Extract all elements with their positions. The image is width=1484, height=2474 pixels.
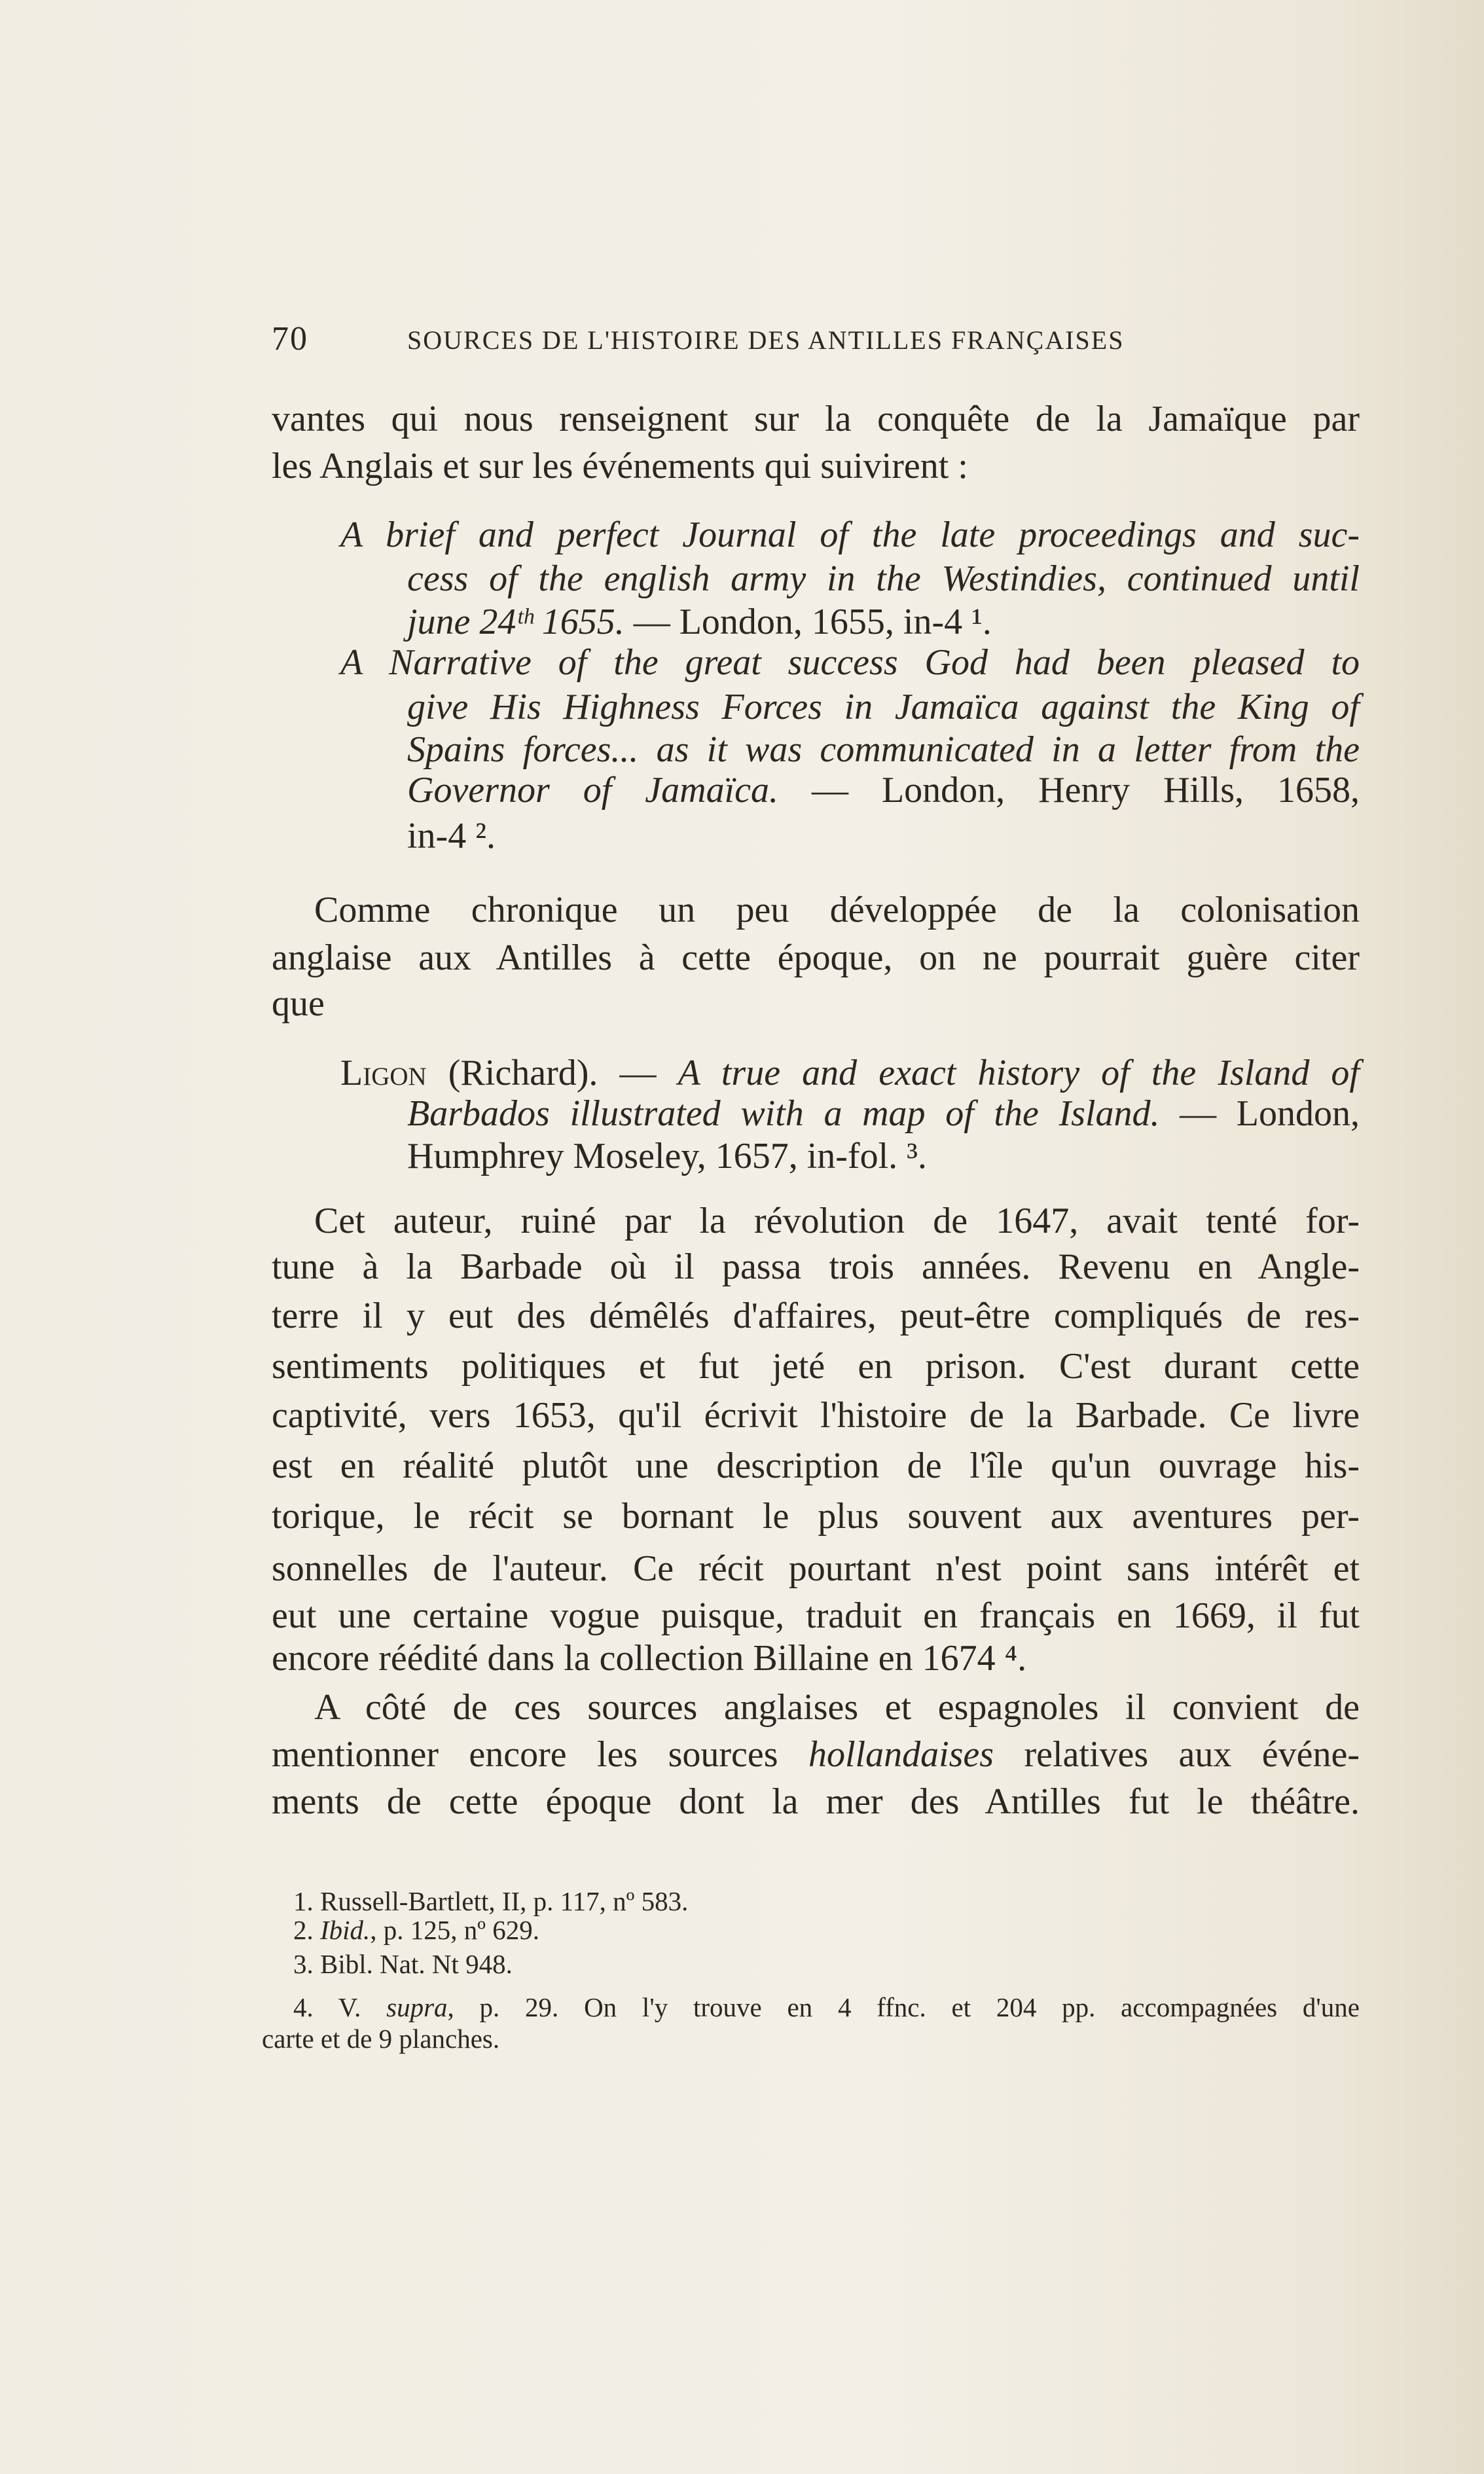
text-segment: — London, [1159,1093,1360,1134]
italic-text: Barbados illustrated with a map of the Island. [407,1093,1160,1134]
text-line [272,1542,1360,1595]
text-line [314,884,1360,936]
text-segment: anglaise aux Antilles à cette époque, on ne pourrait guère citer [272,937,1360,978]
text-segment: — London, 1655, in-4 ¹. [624,602,992,642]
text-segment: — London, Henry Hills, 1658, [778,770,1360,810]
text-line [272,977,1360,1030]
italic-text: cess of the english army in the Westindies, continued until [407,558,1360,599]
text-segment: in-4 ². [407,816,496,856]
text-segment: sentiments politiques et fut jeté en prison. C'est durant cette [272,1346,1360,1387]
text-line [272,1728,1360,1781]
footnote-line [262,2022,499,2056]
text-segment: les Anglais et sur les événements qui suivirent : [272,446,968,486]
italic-text: june 24ᵗʰ 1655. [407,602,624,642]
italic-text: hollandaises [808,1734,994,1775]
running-title: SOURCES DE L'HISTOIRE DES ANTILLES FRANÇAISES [407,325,1125,355]
text-segment: encore réédité dans la collection Billaine en 1674 ⁴. [272,1638,1027,1679]
footnote-line [293,1913,539,1947]
text-line [314,1195,1360,1247]
italic-text: A Narrative of the great success God had been pleased to [340,642,1360,683]
text-segment: Cet auteur, ruiné par la révolution de 1647, avait tenté for- [314,1201,1360,1241]
text-line [272,393,1360,445]
text-segment: vantes qui nous renseignent sur la conquête de la Jamaïque par [272,399,1360,439]
text-segment: tune à la Barbade où il passa trois années. Revenu en Angle- [272,1246,1360,1287]
text-segment: captivité, vers 1653, qu'il écrivit l'histoire de la Barbade. Ce livre [272,1395,1360,1436]
text-segment: A côté de ces sources anglaises et espagnoles il convient de [314,1687,1360,1728]
footnote-line [293,1947,513,1981]
text-segment: 3. Bibl. Nat. Nt 948. [293,1949,513,1979]
text-segment: est en réalité plutôt une description de l'île qu'un ouvrage his- [272,1446,1360,1486]
text-segment: mentionner encore les sources [272,1734,808,1775]
italic-text: Ibid. [320,1915,371,1945]
italic-text: Spains forces... as it was communicated in a letter from the [407,729,1360,770]
text-line [272,1290,1360,1342]
text-segment: 2. [293,1915,320,1945]
text-segment: 4. V. [293,1992,387,2022]
text-line [272,440,1360,492]
text-segment: 1. Russell-Bartlett, II, p. 117, nº 583. [293,1886,689,1916]
text-segment: , p. 29. On l'y trouve en 4 ffnc. et 204 pp. accompagnées d'une [447,1992,1360,2022]
text-line [272,1241,1360,1293]
italic-text: Governor of Jamaïca. [407,770,778,810]
italic-text: supra [386,1992,448,2022]
italic-text: A brief and perfect Journal of the late proceedings and suc- [340,515,1360,555]
text-line [272,1389,1360,1442]
text-line [407,1130,1360,1182]
text-segment: Comme chronique un peu développée de la colonisation [314,890,1360,930]
text-segment: (Richard). — [426,1053,678,1093]
text-segment: Humphrey Moseley, 1657, in-fol. ³. [407,1136,927,1176]
text-line [272,1490,1360,1542]
text-segment: terre il y eut des démêlés d'affaires, peut-être compliqués de res- [272,1296,1360,1336]
text-segment: Ligon [340,1053,427,1093]
text-segment: sonnelles de l'auteur. Ce récit pourtant n'est point sans intérêt et [272,1548,1360,1589]
text-segment: eut une certaine vogue puisque, traduit en français en 1669, il fut [272,1595,1360,1636]
text-segment: carte et de 9 planches. [262,2024,500,2054]
text-segment: , p. 125, nº 629. [370,1915,540,1945]
text-line [407,810,1360,862]
text-line [272,1632,1360,1684]
text-segment: ments de cette époque dont la mer des Antilles fut le théâtre. [272,1781,1360,1822]
text-line [272,1775,1360,1828]
italic-text: A true and exact history of the Island of [678,1053,1360,1093]
footnote-line [293,1990,1360,2024]
text-segment: torique, le récit se bornant le plus souvent aux aventures per- [272,1496,1360,1537]
text-line [314,1681,1360,1734]
text-segment: relatives aux événe- [994,1734,1360,1775]
page-number: 70 [272,320,308,357]
text-line [272,1440,1360,1492]
text-line [272,1340,1360,1392]
text-line [272,932,1360,984]
italic-text: give His Highness Forces in Jamaïca against the King of [407,687,1360,727]
text-segment: que [272,983,325,1024]
text-line [407,764,1360,816]
